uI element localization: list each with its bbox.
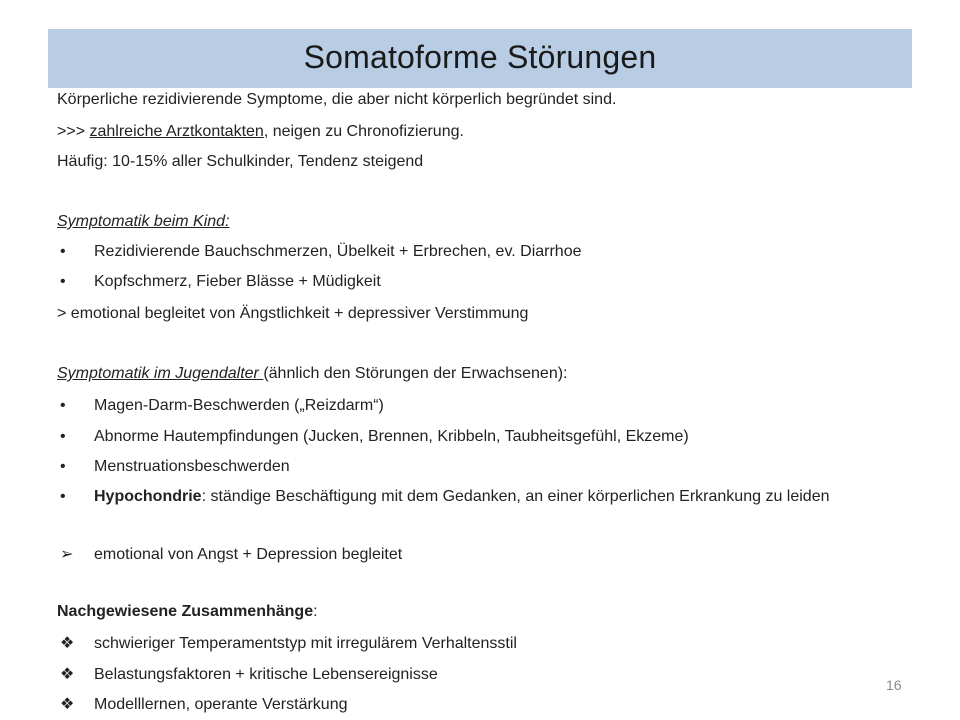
bullet-icon: • [60, 397, 66, 414]
bullet-icon: • [60, 458, 66, 475]
jugend-heading-rest: (ähnlich den Störungen der Erwachsenen): [263, 365, 568, 382]
bullet-icon: • [60, 243, 66, 260]
bullet-icon: • [60, 428, 66, 445]
diamond-bullet-icon: ❖ [60, 666, 75, 683]
page-number: 16 [886, 677, 902, 693]
slide-title: Somatoforme Störungen [303, 39, 657, 75]
arrow-bullet-icon: ➢ [60, 546, 74, 563]
intro-line-2 [57, 122, 464, 142]
jugend-item-hypochondrie [57, 487, 897, 529]
diamond-bullet-icon: ❖ [60, 696, 75, 713]
kind-note: > emotional begleitet von Ängstlichkeit + depressiver Verstimmung [57, 305, 529, 322]
intro-line-3: Häufig: 10-15% aller Schulkinder, Tendenz steigend [57, 153, 424, 170]
intro-arrow-prefix: >>> [57, 123, 90, 140]
jugend-heading [57, 364, 568, 384]
zusammen-heading: Nachgewiesene Zusammenhänge: [57, 603, 318, 620]
zusammen-heading-text: Nachgewiesene Zusammenhänge [57, 603, 314, 620]
bullet-icon: • [60, 488, 66, 505]
jugend-heading-title: Symptomatik im Jugendalter [57, 365, 264, 382]
title-bar [48, 29, 912, 88]
kind-heading: Symptomatik beim Kind: [57, 213, 230, 230]
intro-line-2-rest: , neigen zu Chronofizierung. [263, 123, 464, 140]
arztkontakte-link: zahlreiche Arztkontakten [89, 123, 264, 140]
hypochondrie-term: Hypochondrie [94, 488, 202, 505]
intro-line-1: Körperliche rezidivierende Symptome, die aber nicht körperlich begründet sind. [57, 91, 617, 108]
bullet-icon: • [60, 273, 66, 290]
hypochondrie-definition: : ständige Beschäftigung mit dem Gedanken, an einer körperlichen Erkrankung zu leiden [201, 488, 830, 505]
diamond-bullet-icon: ❖ [60, 635, 75, 652]
